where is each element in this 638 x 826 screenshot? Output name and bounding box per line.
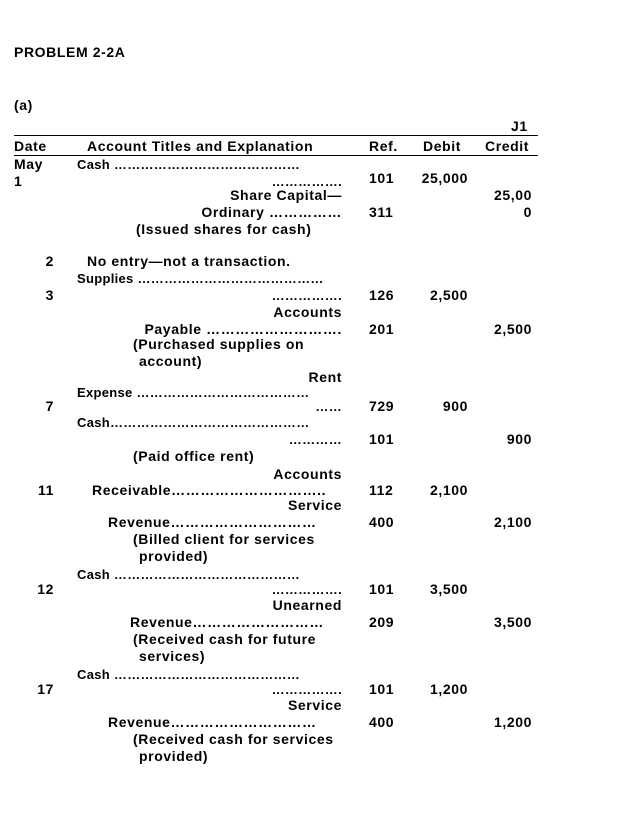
entry-ref: 101: [369, 431, 395, 447]
entry-ref: 729: [369, 398, 395, 414]
entry-date: 12: [37, 581, 54, 597]
entry-line: …………….: [271, 174, 342, 189]
entry-line: Ordinary ……………: [201, 204, 342, 220]
entry-date: 2: [45, 253, 54, 269]
entry-line: Revenue…………………………: [108, 514, 317, 530]
entry-line: ……: [315, 399, 342, 414]
entry-line: …………: [288, 432, 342, 447]
entry-date: 11: [38, 482, 54, 498]
part-label: (a): [14, 97, 33, 113]
entry-line: Service: [287, 697, 342, 713]
entry-line: Service: [287, 497, 342, 513]
header-top-rule: [14, 135, 538, 136]
entry-line: Receivable…………………………..: [92, 482, 327, 498]
entry-line: Unearned: [272, 597, 342, 613]
entry-explanation: (Billed client for services: [133, 531, 315, 547]
entry-ref: 101: [369, 681, 395, 697]
entry-line: Cash ……………………………………: [77, 157, 301, 172]
entry-debit: 1,200: [429, 681, 468, 697]
entry-explanation: (Received cash for services: [133, 731, 334, 747]
entry-line: Cash ……………………………………: [77, 667, 301, 682]
page-title: PROBLEM 2-2A: [14, 44, 126, 60]
entry-date: 7: [45, 398, 54, 414]
entry-explanation: (Received cash for future: [133, 631, 317, 647]
entry-line: Accounts: [273, 304, 342, 320]
header-credit: Credit: [485, 138, 530, 154]
entry-ref: 101: [369, 581, 395, 597]
entry-date: 17: [37, 681, 54, 697]
entry-line: Accounts: [273, 466, 342, 482]
entry-line: Revenue…………………………: [108, 714, 317, 730]
entry-debit: 3,500: [429, 581, 468, 597]
entry-date: May: [14, 156, 44, 172]
entry-line: Payable ……………………….: [144, 321, 342, 337]
entry-line: Share Capital—: [230, 187, 342, 203]
entry-line: Cash………………………………………: [77, 415, 310, 430]
entry-debit: 900: [442, 398, 468, 414]
entry-ref: 201: [369, 321, 395, 337]
entry-credit: 1,200: [493, 714, 532, 730]
entry-debit: 2,100: [429, 482, 468, 498]
entry-explanation: (Paid office rent): [133, 448, 255, 464]
entry-date: 3: [45, 287, 54, 303]
entry-line: Revenue………………………: [130, 614, 324, 630]
entry-ref: 400: [369, 514, 395, 530]
header-ref: Ref.: [369, 138, 398, 154]
entry-date-day: 1: [14, 173, 23, 189]
header-debit: Debit: [423, 138, 461, 154]
entry-credit: 2,100: [493, 514, 532, 530]
entry-ref: 112: [369, 482, 394, 498]
entry-credit: 900: [506, 431, 532, 447]
entry-line: Supplies ……………………………………: [77, 271, 324, 286]
entry-ref: 101: [369, 170, 395, 186]
header-account: Account Titles and Explanation: [87, 138, 314, 154]
entry-line: …………….: [271, 288, 342, 303]
header-date: Date: [14, 138, 47, 154]
entry-ref: 311: [369, 204, 394, 220]
entry-explanation: provided): [139, 748, 209, 764]
entry-ref: 126: [369, 287, 395, 303]
journal-ref: J1: [511, 118, 528, 134]
entry-debit: 2,500: [429, 287, 468, 303]
entry-credit: 3,500: [493, 614, 532, 630]
entry-line: Rent: [308, 369, 342, 385]
entry-credit: 0: [523, 204, 532, 220]
entry-credit: 25,00: [493, 187, 532, 203]
entry-line: …………….: [271, 582, 342, 597]
entry-explanation: (Issued shares for cash): [136, 221, 312, 237]
entry-ref: 400: [369, 714, 395, 730]
entry-credit: 2,500: [493, 321, 532, 337]
entry-debit: 25,000: [421, 170, 468, 186]
entry-explanation: services): [139, 648, 206, 664]
entry-explanation: provided): [139, 548, 209, 564]
entry-ref: 209: [369, 614, 395, 630]
entry-explanation: (Purchased supplies on: [133, 336, 305, 352]
entry-explanation: account): [139, 353, 203, 369]
entry-line: …………….: [271, 682, 342, 697]
entry-text: No entry—not a transaction.: [87, 253, 291, 269]
entry-line: Expense …………………………………: [77, 385, 310, 400]
entry-line: Cash ……………………………………: [77, 567, 301, 582]
